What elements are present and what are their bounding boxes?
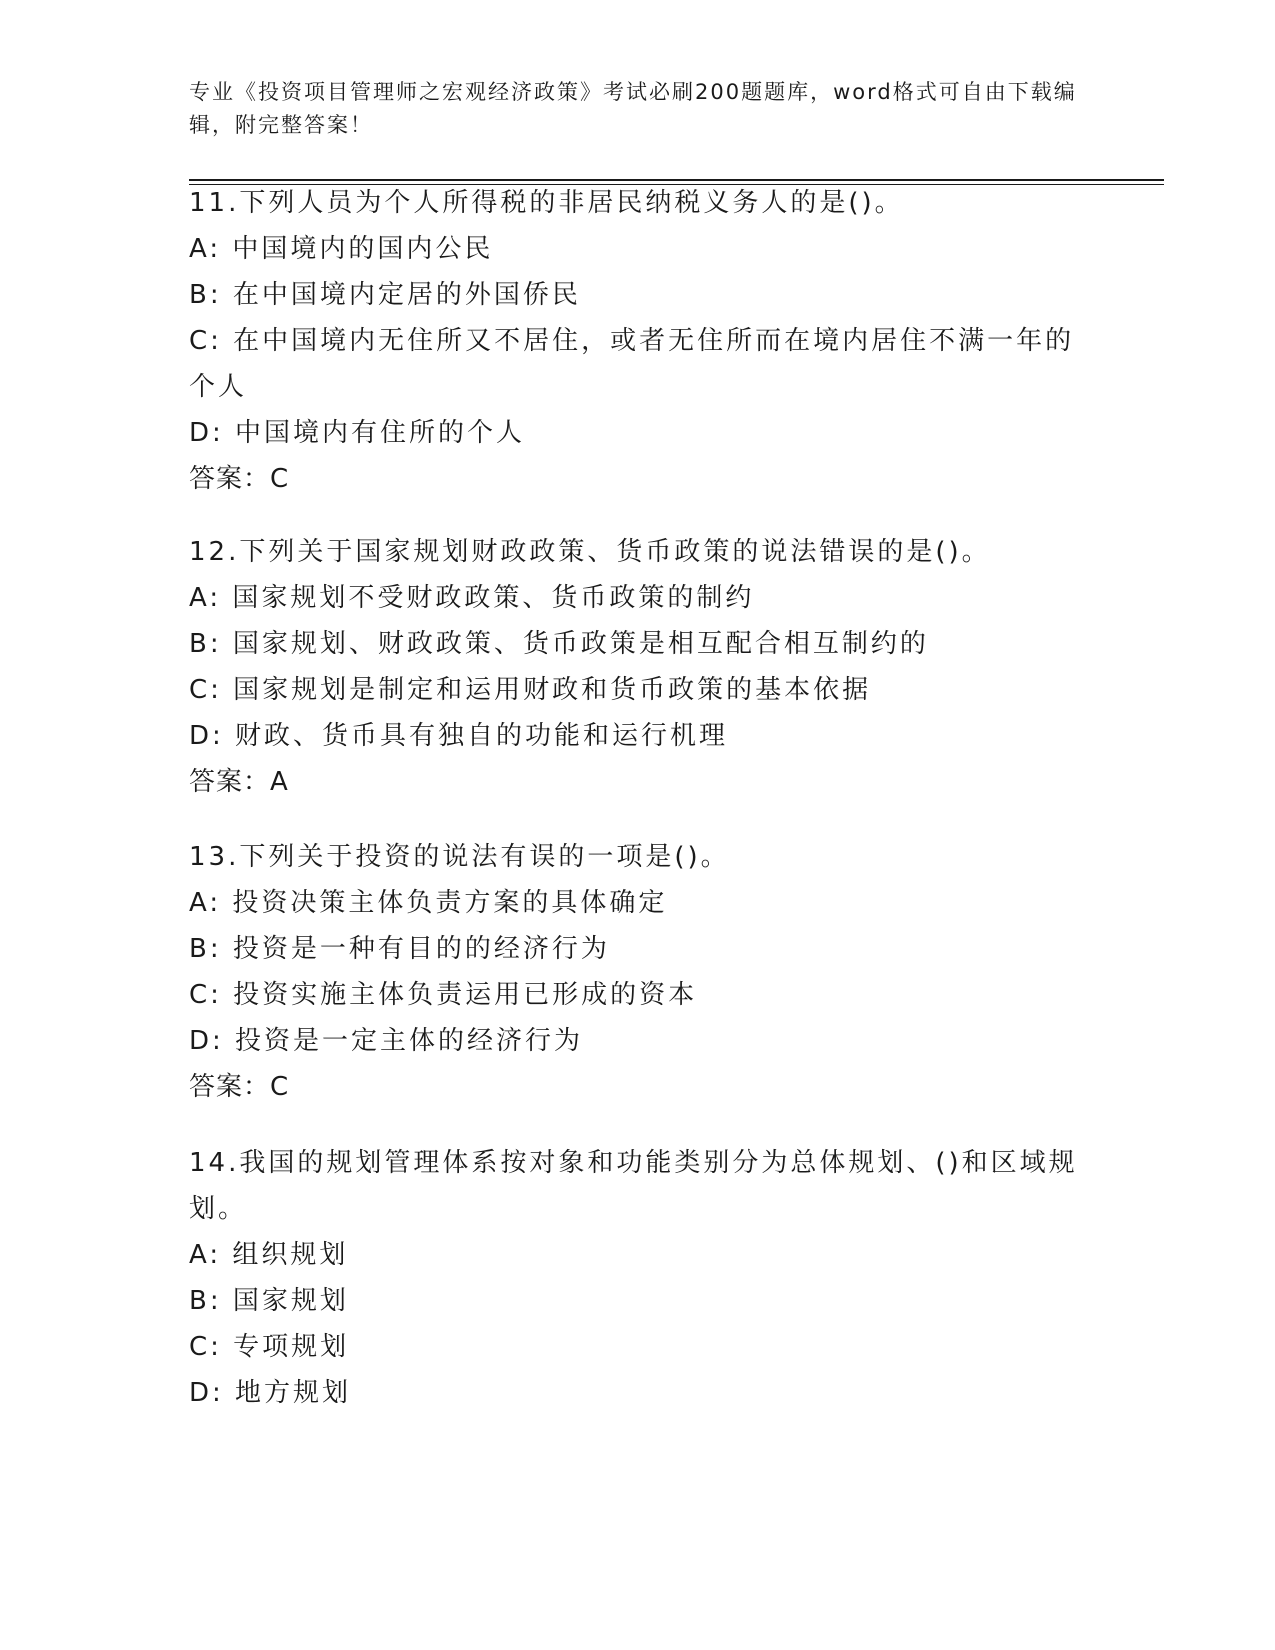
question-stem: 14.我国的规划管理体系按对象和功能类别分为总体规划、()和区域规划。 [189, 1148, 1078, 1224]
option-a: A: 中国境内的国内公民 [189, 234, 494, 264]
question-stem: 13.下列关于投资的说法有误的一项是()。 [189, 842, 730, 872]
option-d: D: 财政、货币具有独自的功能和运行机理 [189, 721, 729, 751]
answer-line [189, 456, 1089, 502]
option-a: A: 投资决策主体负责方案的具体确定 [189, 888, 668, 918]
option-d: D: 投资是一定主体的经济行为 [189, 1026, 584, 1056]
question-14 [189, 1140, 1089, 1416]
question-11 [189, 180, 1089, 502]
question-13 [189, 834, 1089, 1110]
answer-line [189, 1064, 1089, 1110]
option-b: B: 国家规划、财政政策、货币政策是相互配合相互制约的 [189, 629, 929, 659]
option-c: C: 在中国境内无住所又不居住，或者无住所而在境内居住不满一年的个人 [189, 326, 1075, 402]
question-stem: 12.下列关于国家规划财政政策、货币政策的说法错误的是()。 [189, 537, 991, 567]
question-stem: 11.下列人员为个人所得税的非居民纳税义务人的是()。 [189, 188, 904, 218]
option-b: B: 国家规划 [189, 1286, 349, 1316]
answer-value: C [270, 1072, 290, 1102]
option-a: A: 组织规划 [189, 1240, 349, 1270]
answer-label: 答案： [189, 767, 271, 797]
answer-label: 答案： [189, 464, 271, 494]
option-c: C: 国家规划是制定和运用财政和货币政策的基本依据 [189, 675, 872, 705]
option-d: D: 地方规划 [189, 1378, 352, 1408]
answer-line [189, 759, 1089, 805]
question-12 [189, 529, 1089, 805]
answer-value: A [270, 767, 289, 797]
option-c: C: 专项规划 [189, 1332, 350, 1362]
option-b: B: 在中国境内定居的外国侨民 [189, 280, 581, 310]
option-a: A: 国家规划不受财政政策、货币政策的制约 [189, 583, 755, 613]
answer-label: 答案： [189, 1072, 271, 1102]
answer-value: C [270, 464, 290, 494]
option-d: D: 中国境内有住所的个人 [189, 418, 526, 448]
document-intro: 专业《投资项目管理师之宏观经济政策》考试必刷200题题库，word格式可自由下载编辑，附完整答案！ [189, 80, 1077, 137]
option-b: B: 投资是一种有目的的经济行为 [189, 934, 610, 964]
option-c: C: 投资实施主体负责运用已形成的资本 [189, 980, 698, 1010]
